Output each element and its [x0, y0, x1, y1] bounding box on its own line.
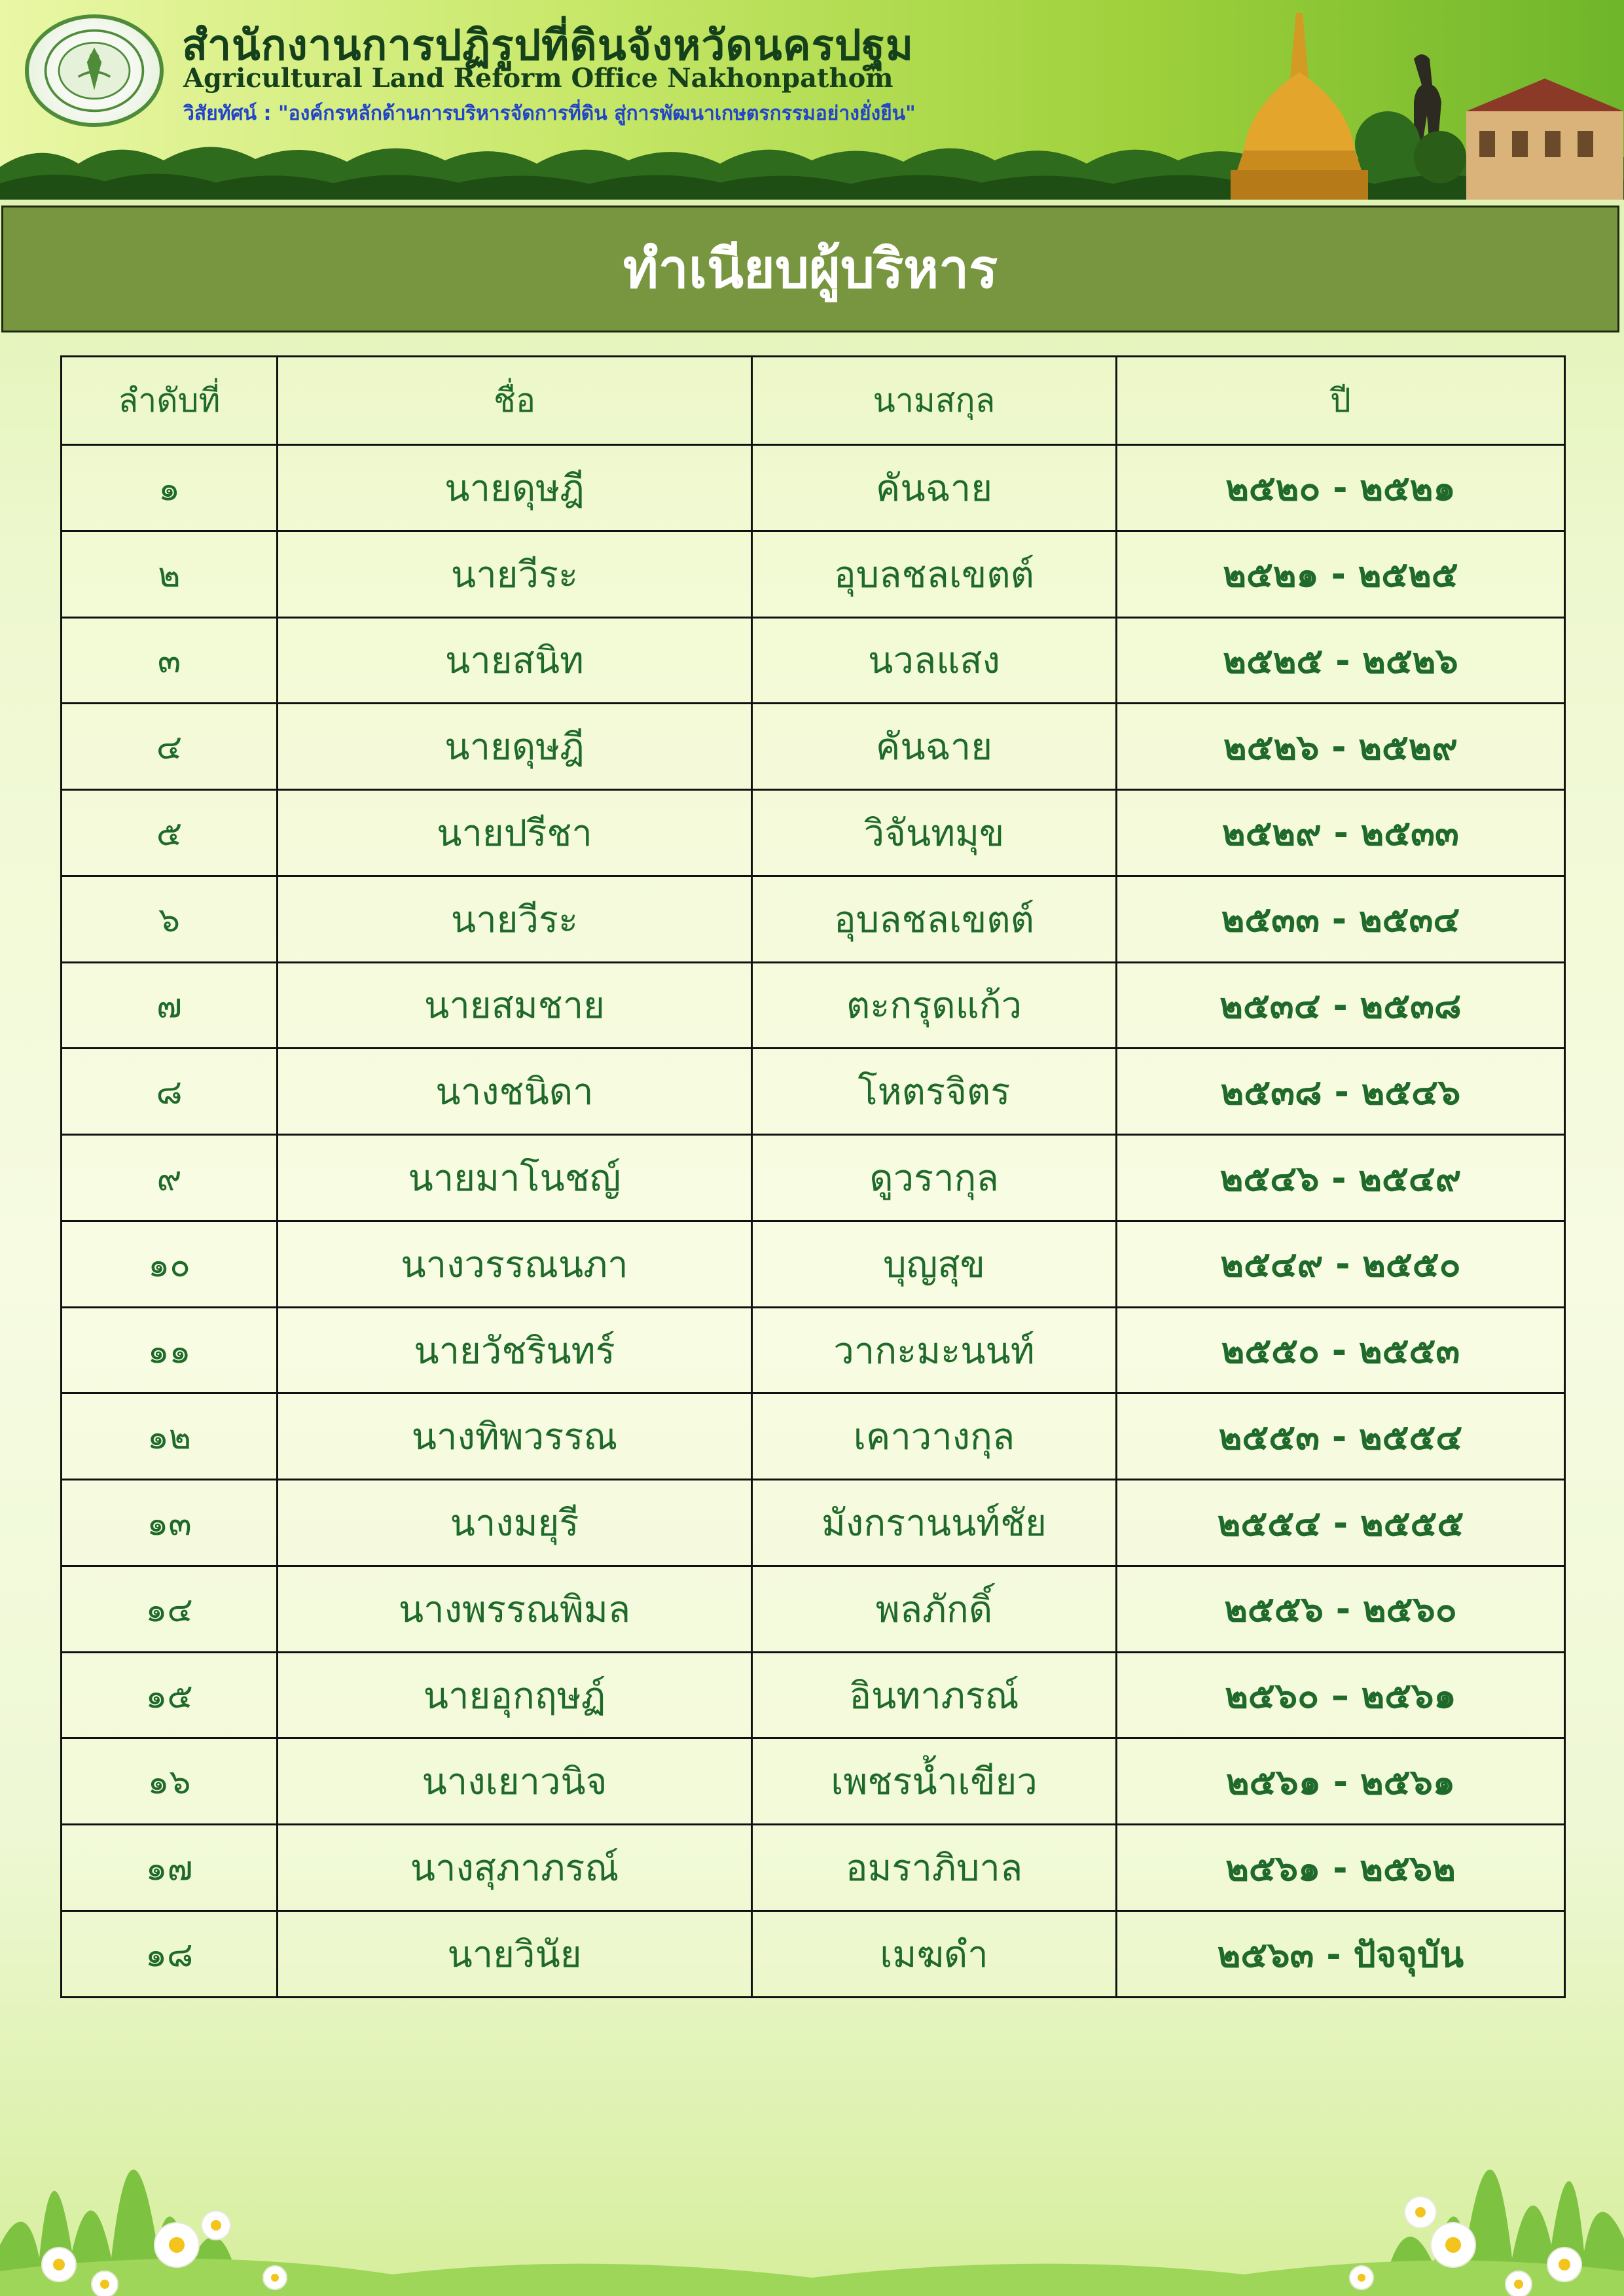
cell-first-name: นายสนิท: [278, 617, 752, 704]
cell-seq: ๑๒: [62, 1393, 278, 1480]
table-row: [62, 1480, 1565, 1566]
table-row: [62, 445, 1565, 531]
column-header-years: ปี: [1117, 357, 1565, 445]
header-banner: [0, 0, 1624, 200]
cell-seq: ๑๑: [62, 1307, 278, 1393]
cell-last-name: อมราภิบาล: [752, 1825, 1117, 1911]
cell-seq: ๑๐: [62, 1221, 278, 1307]
table-row: [62, 531, 1565, 617]
cell-last-name: ดูวรากุล: [752, 1135, 1117, 1221]
cell-last-name: คันฉาย: [752, 445, 1117, 531]
cell-first-name: นางพรรณพิมล: [278, 1566, 752, 1652]
table-row: [62, 1566, 1565, 1652]
table-row: [62, 617, 1565, 704]
cell-seq: ๘: [62, 1049, 278, 1135]
cell-first-name: นายมาโนชญ์: [278, 1135, 752, 1221]
cell-years: ๒๕๔๙ - ๒๕๕๐: [1117, 1221, 1565, 1307]
vision-statement: วิสัยทัศน์ : "องค์กรหลักด้านการบริหารจัดการที่ดิน สู่การพัฒนาเกษตรกรรมอย่างยั่งยืน": [183, 102, 916, 125]
table-row: [62, 876, 1565, 962]
table-row: [62, 1307, 1565, 1393]
cell-years: ๒๕๕๔ - ๒๕๕๕: [1117, 1480, 1565, 1566]
cell-years: ๒๕๖๐ – ๒๕๖๑: [1117, 1652, 1565, 1738]
pagoda-illustration: [1204, 7, 1623, 200]
table-header-row: [62, 357, 1565, 445]
cell-first-name: นายอุกฤษฏ์: [278, 1652, 752, 1738]
cell-seq: ๑: [62, 445, 278, 531]
cell-seq: ๗: [62, 962, 278, 1049]
cell-last-name: ตะกรุดแก้ว: [752, 962, 1117, 1049]
table-row: [62, 704, 1565, 790]
organization-logo: [25, 14, 164, 127]
organization-name-thai: สำนักงานการปฏิรูปที่ดินจังหวัดนครปฐม: [182, 21, 914, 70]
cell-last-name: เคาวางกุล: [752, 1393, 1117, 1480]
cell-last-name: วิจันทมุข: [752, 790, 1117, 876]
cell-years: ๒๕๒๕ - ๒๕๒๖: [1117, 617, 1565, 704]
cell-first-name: นางมยุรี: [278, 1480, 752, 1566]
page-title-bar: [1, 206, 1619, 332]
cell-first-name: นายวีระ: [278, 876, 752, 962]
cell-years: ๒๕๖๑ - ๒๕๖๑: [1117, 1738, 1565, 1825]
cell-last-name: บุญสุข: [752, 1221, 1117, 1307]
cell-last-name: โหตรจิตร: [752, 1049, 1117, 1135]
cell-last-name: เมฆดำ: [752, 1911, 1117, 1998]
cell-last-name: พลภักดิ์: [752, 1566, 1117, 1652]
cell-years: ๒๕๒๐ - ๒๕๒๑: [1117, 445, 1565, 531]
cell-seq: ๕: [62, 790, 278, 876]
cell-last-name: อุบลชลเขตต์: [752, 531, 1117, 617]
cell-seq: ๖: [62, 876, 278, 962]
cell-last-name: เพชรน้ำเขียว: [752, 1738, 1117, 1825]
cell-first-name: นางสุภาภรณ์: [278, 1825, 752, 1911]
cell-seq: ๑๘: [62, 1911, 278, 1998]
cell-first-name: นายปรีชา: [278, 790, 752, 876]
cell-first-name: นายวีระ: [278, 531, 752, 617]
cell-years: ๒๕๒๙ - ๒๕๓๓: [1117, 790, 1565, 876]
cell-seq: ๑๕: [62, 1652, 278, 1738]
cell-years: ๒๕๕๓ - ๒๕๕๔: [1117, 1393, 1565, 1480]
cell-seq: ๑๗: [62, 1825, 278, 1911]
cell-years: ๒๕๔๖ - ๒๕๔๙: [1117, 1135, 1565, 1221]
cell-first-name: นางทิพวรรณ: [278, 1393, 752, 1480]
organization-name-english: Agricultural Land Reform Office Nakhonpathom: [183, 63, 893, 94]
table-row: [62, 1135, 1565, 1221]
cell-years: ๒๕๒๑ - ๒๕๒๕: [1117, 531, 1565, 617]
table-row: [62, 790, 1565, 876]
cell-first-name: นายวินัย: [278, 1911, 752, 1998]
cell-years: ๒๕๓๘ - ๒๕๔๖: [1117, 1049, 1565, 1135]
table-row: [62, 1652, 1565, 1738]
cell-years: ๒๕๒๖ - ๒๕๒๙: [1117, 704, 1565, 790]
column-header-seq: ลำดับที่: [62, 357, 278, 445]
column-header-last-name: นามสกุล: [752, 357, 1117, 445]
cell-first-name: นายวัชรินทร์: [278, 1307, 752, 1393]
cell-years: ๒๕๖๓ - ปัจจุบัน: [1117, 1911, 1565, 1998]
cell-first-name: นางเยาวนิจ: [278, 1738, 752, 1825]
cell-seq: ๔: [62, 704, 278, 790]
page-title: ทำเนียบผู้บริหาร: [623, 238, 998, 300]
cell-seq: ๙: [62, 1135, 278, 1221]
cell-years: ๒๕๓๓ - ๒๕๓๔: [1117, 876, 1565, 962]
cell-last-name: วากะมะนนท์: [752, 1307, 1117, 1393]
cell-last-name: คันฉาย: [752, 704, 1117, 790]
cell-first-name: นายดุษฎี: [278, 445, 752, 531]
table-row: [62, 1825, 1565, 1911]
cell-last-name: มังกรานนท์ชัย: [752, 1480, 1117, 1566]
cell-seq: ๑๖: [62, 1738, 278, 1825]
table-row: [62, 1738, 1565, 1825]
cell-seq: ๒: [62, 531, 278, 617]
table-row: [62, 962, 1565, 1049]
table-row: [62, 1221, 1565, 1307]
cell-first-name: นางชนิดา: [278, 1049, 752, 1135]
cell-years: ๒๕๕๐ - ๒๕๕๓: [1117, 1307, 1565, 1393]
cell-first-name: นางวรรณนภา: [278, 1221, 752, 1307]
grass-flowers-decoration: [0, 2049, 1624, 2296]
table-row: [62, 1049, 1565, 1135]
table-row: [62, 1911, 1565, 1998]
cell-last-name: อุบลชลเขตต์: [752, 876, 1117, 962]
cell-years: ๒๕๕๖ - ๒๕๖๐: [1117, 1566, 1565, 1652]
column-header-first-name: ชื่อ: [278, 357, 752, 445]
cell-seq: ๑๔: [62, 1566, 278, 1652]
cell-years: ๒๕๖๑ - ๒๕๖๒: [1117, 1825, 1565, 1911]
executives-table: [60, 355, 1566, 1998]
cell-years: ๒๕๓๔ - ๒๕๓๘: [1117, 962, 1565, 1049]
cell-seq: ๑๓: [62, 1480, 278, 1566]
table-row: [62, 1393, 1565, 1480]
cell-first-name: นายสมชาย: [278, 962, 752, 1049]
cell-last-name: อินทาภรณ์: [752, 1652, 1117, 1738]
table-body: [62, 445, 1565, 1998]
alro-seal-icon: [29, 18, 160, 123]
cell-first-name: นายดุษฎี: [278, 704, 752, 790]
cell-seq: ๓: [62, 617, 278, 704]
cell-last-name: นวลแสง: [752, 617, 1117, 704]
